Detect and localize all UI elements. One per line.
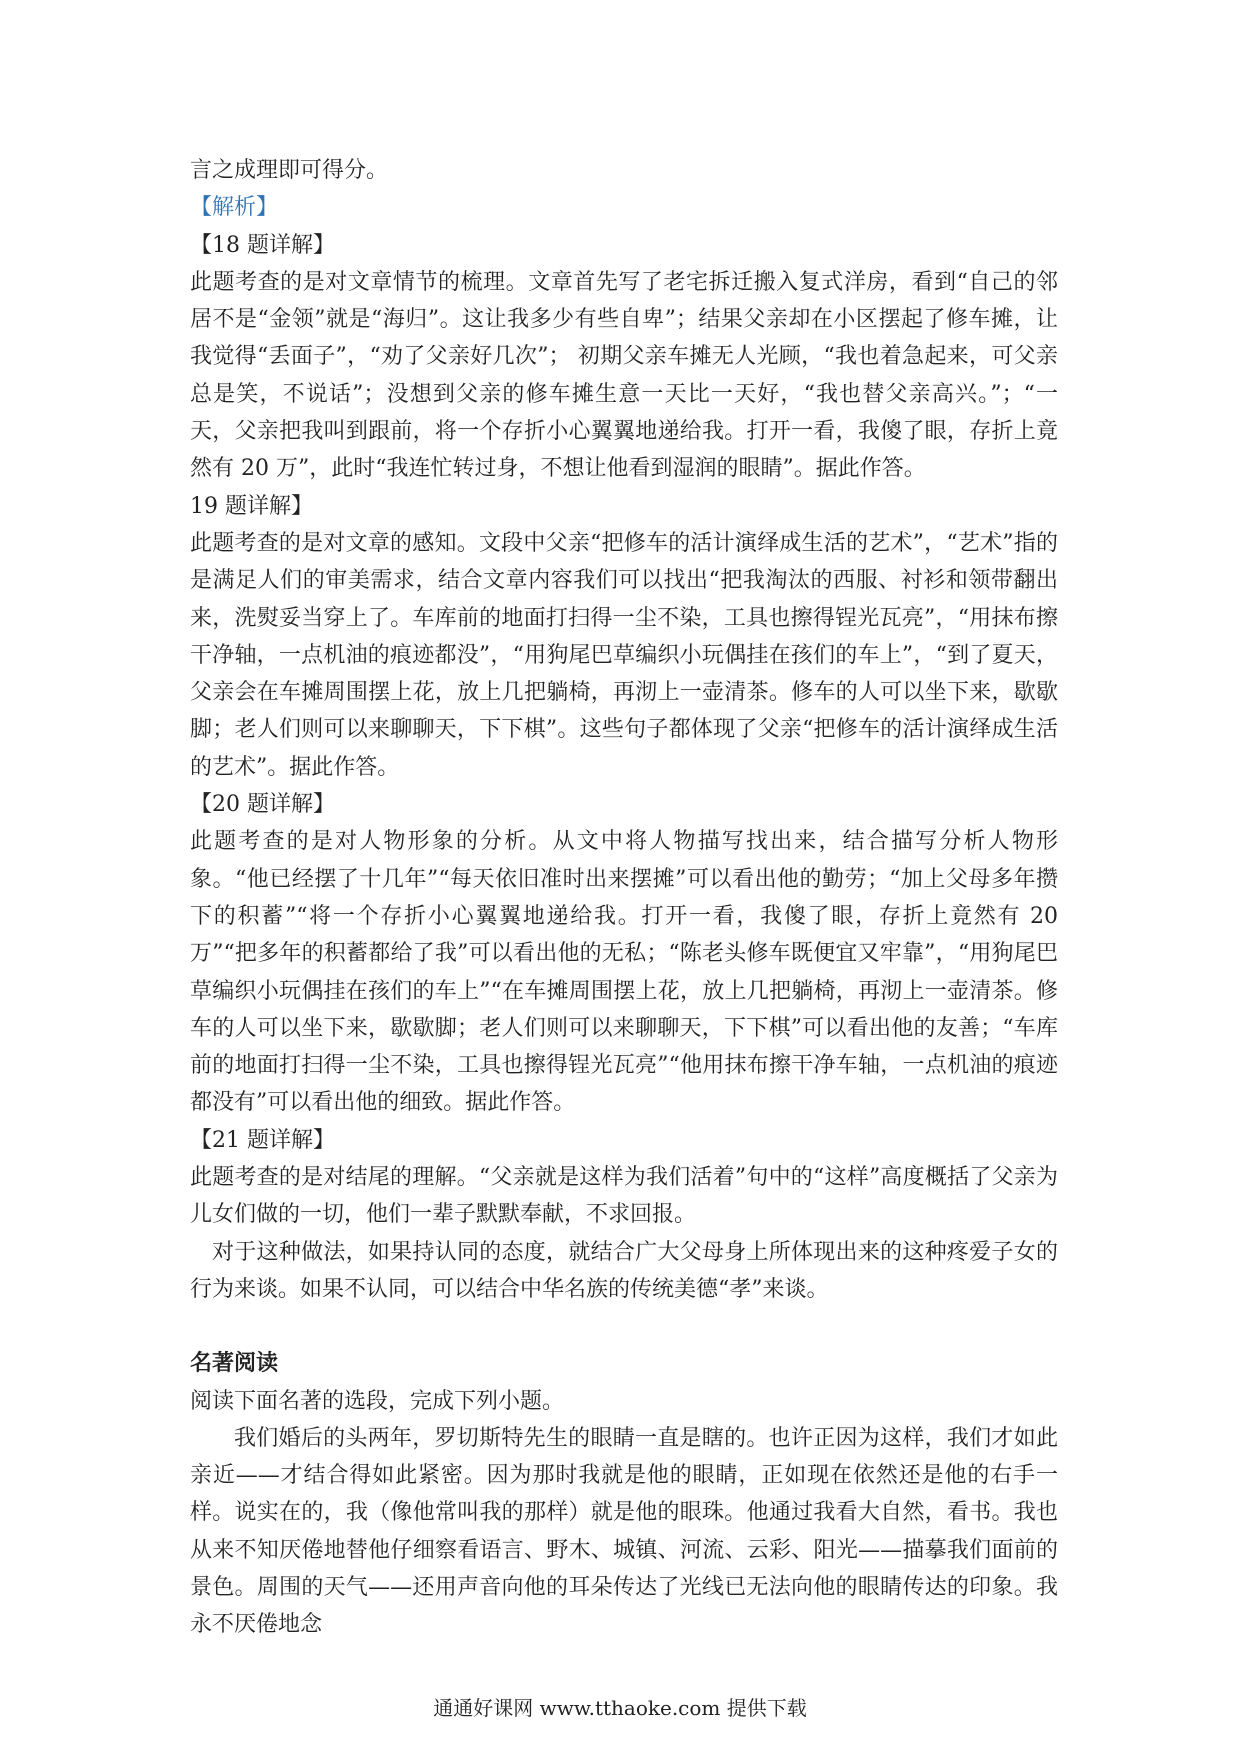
q21-explanation: 此题考查的是对结尾的理解。“父亲就是这样为我们活着”句中的“这样”高度概括了父亲为儿女们做的一切，他们一辈子默默奉献，不求回报。	[190, 1165, 1058, 1228]
document-body	[190, 152, 1058, 1644]
q20-explanation: 此题考查的是对人物形象的分析。从文中将人物描写找出来，结合描写分析人物形象。“他已经摆了十几年”“每天依旧准时出来摆摊”可以看出他的勤劳；“加上父母多年攒下的积蓄”“将一个存折小心翼翼地递给我。打开一看，我傻了眼，存折上竟然有 20 万”“把多年的积蓄都给了我”可以看出他的无私；“陈老头修车既便宜又牢靠”，“用狗尾巴草编织小玩偶挂在孩们的车上”“在车摊周围摆上花，放上几把躺椅，再沏上一壶清茶。修车的人可以坐下来，歇歇脚；老人们则可以来聊聊天，下下棋”可以看出他的友善；“车库前的地面打扫得一尘不染，工具也擦得锃光瓦亮”“他用抹布擦干净车轴，一点机油的痕迹都没有”可以看出他的细致。据此作答。	[190, 829, 1058, 1116]
reading-instruction: 阅读下面名著的选段，完成下列小题。	[190, 1388, 565, 1414]
reading-passage: 我们婚后的头两年，罗切斯特先生的眼睛一直是瞎的。也许正因为这样，我们才如此亲近——才结合得如此紧密。因为那时我就是他的眼睛，正如现在依然还是他的右手一样。说实在的，我（像他常叫我的那样）就是他的眼珠。他通过我看大自然，看书。我也从来不知厌倦地替他仔细察看语言、野木、城镇、河流、云彩、阳光——描摹我们面前的景色。周围的天气——还用声音向他的耳朵传达了光线已无法向他的眼睛传达的印象。我永不厌倦地念	[190, 1425, 1058, 1638]
q18-explanation: 此题考查的是对文章情节的梳理。文章首先写了老宅拆迁搬入复式洋房，看到“自己的邻居不是“金领”就是“海归”。这让我多少有些自卑”；结果父亲却在小区摆起了修车摊，让我觉得“丢面子”，“劝了父亲好几次”； 初期父亲车摊无人光顾，“我也着急起来，可父亲总是笑，不说话”；没想到父亲的修车摊生意一天比一天好，“我也替父亲高兴。”；“一天，父亲把我叫到跟前，将一个存折小心翼翼地递给我。打开一看，我傻了眼，存折上竟然有 20 万”，此时“我连忙转过身，不想让他看到湿润的眼睛”。据此作答。	[190, 269, 1058, 482]
q21-opinion: 对于这种做法，如果持认同的态度，就结合广大父母身上所体现出来的这种疼爱子女的行为来谈。如果不认同，可以结合中华名族的传统美德“孝”来谈。	[190, 1239, 1058, 1302]
page-footer: 通通好课网 www.tthaoke.com 提供下载	[433, 1696, 807, 1720]
analysis-heading: 【解析】	[190, 195, 279, 221]
q20-heading: 【20 题详解】	[190, 792, 335, 818]
q19-explanation: 此题考查的是对文章的感知。文段中父亲“把修车的活计演绎成生活的艺术”，“艺术”指的是满足人们的审美需求，结合文章内容我们可以找出“把我淘汰的西服、衬衫和领带翻出来，洗熨妥当穿上了。车库前的地面打扫得一尘不染，工具也擦得锃光瓦亮”，“用抹布擦干净轴，一点机油的痕迹都没”，“用狗尾巴草编织小玩偶挂在孩们的车上”，“到了夏天，父亲会在车摊周围摆上花，放上几把躺椅，再沏上一壶清茶。修车的人可以坐下来，歇歇脚；老人们则可以来聊聊天，下下棋”。这些句子都体现了父亲“把修车的活计演绎成生活的艺术”。据此作答。	[190, 530, 1058, 780]
q19-heading: 19 题详解】	[190, 493, 313, 519]
q21-heading: 【21 题详解】	[190, 1127, 335, 1153]
paragraph-closing-note: 言之成理即可得分。	[190, 158, 389, 183]
q18-heading: 【18 题详解】	[190, 232, 335, 258]
section-title: 名著阅读	[190, 1351, 279, 1377]
